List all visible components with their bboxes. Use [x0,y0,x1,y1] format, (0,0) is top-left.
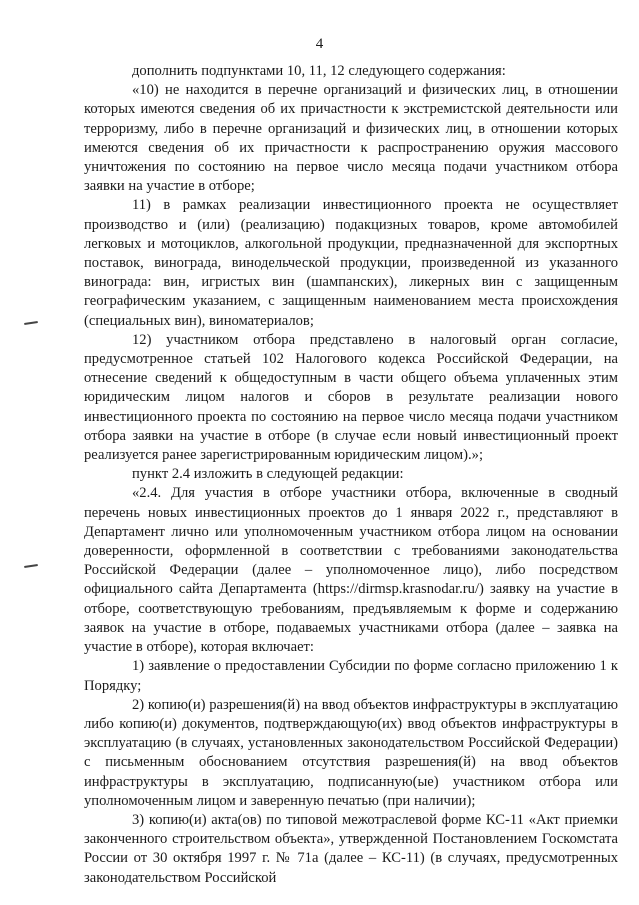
page-number: 4 [315,36,324,52]
paragraph-clause-2-4: «2.4. Для участия в отборе участники отбора, включенные в сводный перечень новых инвестиционных проектов до 1 января 2022 г., представляют в Департамент лично или уполномоченным участником отбора лицом на основании доверенности, оформленной в соответствии с требованиями законодательства Российской Федерации (далее – уполномоченное лицо), либо посредством официального сайта Департамента (https://dirmsp.krasnodar.ru/) заявку на участие в отборе, соответствующую требованиям, предъявляемым к форме и содержанию заявок на участие в отборе, подаваемых участниками отбора (далее – заявка на участие в отборе), которая включает: [84,485,618,656]
document-body [84,62,618,888]
paragraph-subitem-11: 11) в рамках реализации инвестиционного проекта не осуществляет производство и (или) (реализацию) подакцизных товаров, кроме автомобилей легковых и мотоциклов, алкогольной продукции, предназначенной для экспортных поставок, винограда, винодельческой продукции, произведенной из указанного винограда: вин, игристых вин (шампанских), ликерных вин с защищенным географическим указанием, с защищенным наименованием места происхождения (специальных вин), виноматериалов; [84,197,618,329]
paragraph-subitem-12: 12) участником отбора представлено в налоговый орган согласие, предусмотренное статьей 102 Налогового кодекса Российской Федерации, на отнесение сведений к общедоступным в части общего объема уплаченных этим юридическим лицом налогов и сборов в результате реализации нового инвестиционного проекта по состоянию на первое число месяца подачи участником отбора заявки на участие в отборе (в случае если новый инвестиционный проект реализуется ранее зарегистрированным юридическим лицом).»; [84,331,618,464]
paragraph-subitem-10: «10) не находится в перечне организаций и физических лиц, в отношении которых имеются сведения об их причастности к экстремистской деятельности или терроризму, либо в перечне организаций и физических лиц, в отношении которых имеются сведения об их причастности к распространению оружия массового уничтожения по состоянию на первое число месяца подачи участником отбора заявки на участие в отборе; [84,82,618,195]
paragraph-item-2: 2) копию(и) разрешения(й) на ввод объектов инфраструктуры в эксплуатацию либо копию(и) документов, подтверждающую(их) ввод объектов инфраструктуры в эксплуатацию (в случаях, установленных законодательством Российской Федерации) с письменным обоснованием отсутствия разрешения(й) на ввод объектов инфраструктуры в эксплуатацию, подписанную(ые) участником отбора или уполномоченным лицом и заверенную печатью (при наличии); [84,696,618,809]
paragraph-item-1: 1) заявление о предоставлении Субсидии по форме согласно приложению 1 к Порядку; [84,658,618,694]
paragraph-amend-intro: дополнить подпунктами 10, 11, 12 следующего содержания: [132,63,506,79]
margin-mark [24,321,38,325]
paragraph-item-3: 3) копию(и) акта(ов) по типовой межотраслевой форме КС-11 «Акт приемки законченного строительством объекта», утвержденной Постановлением Госкомстата России от 30 октября 1997 г. № 71а (далее – КС-11) (в случаях, предусмотренных законодательством Российской [84,811,618,886]
paragraph-clause-2-4-intro: пункт 2.4 изложить в следующей редакции: [132,466,404,483]
margin-mark [24,564,38,568]
